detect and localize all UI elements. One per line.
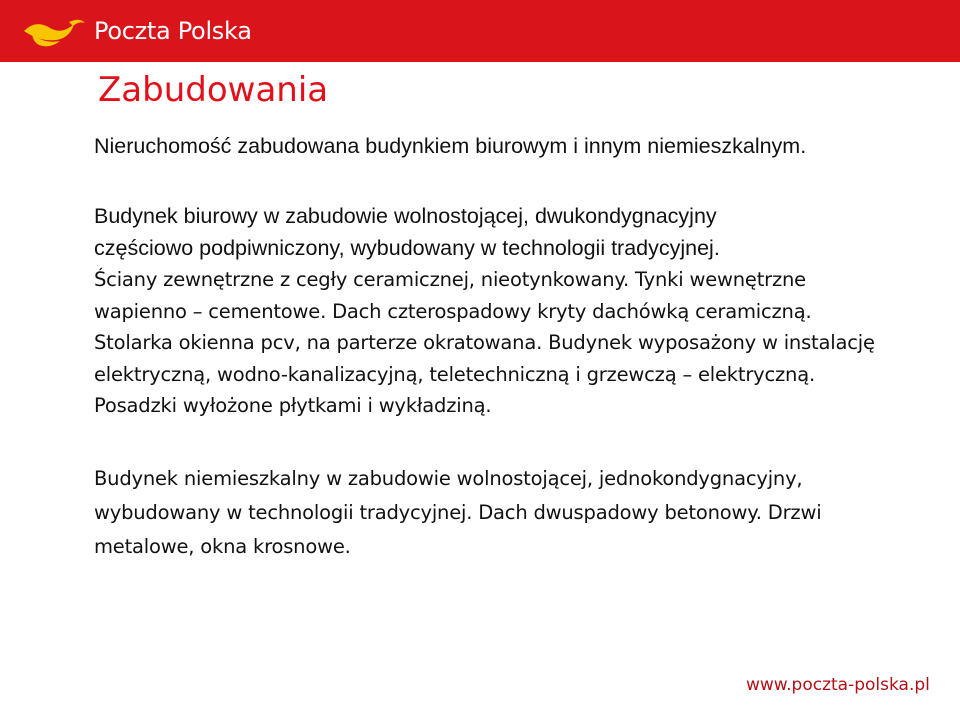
page-title: Zabudowania [98,70,329,110]
header-bar [0,0,960,62]
footer-url: www.poczta-polska.pl [746,675,930,695]
brand-name: Poczta Polska [94,17,252,45]
paragraph-office-building [94,201,894,422]
office-building-line-2: częściowo podpiwniczony, wybudowany w technologii tradycyjnej. [94,235,720,260]
office-building-line-1: Budynek biurowy w zabudowie wolnostojącej, dwukondygnacyjny [94,204,717,228]
paragraph-non-residential-building: Budynek niemieszkalny w zabudowie wolnostojącej, jednokondygnacyjny, wybudowany w technologii tradycyjnej. Dach dwuspadowy betonowy. Drzwi metalowe, okna krosnowe. [94,467,822,558]
post-horn-logo-icon [22,11,88,49]
office-building-details: Ściany zewnętrzne z cegły ceramicznej, nieotynkowany. Tynki wewnętrzne wapienno – cementowe. Dach czterospadowy kryty dachówką ceramiczną. Stolarka okienna pcv, na parterze okratowana. Budynek wyposażony w instalację elektryczną, wodno-kanalizacyjną, teletechniczną i grzewczą – elektryczną. Posadzki wyłożone płytkami i wykładziną. [94,268,875,417]
paragraph-intro: Nieruchomość zabudowana budynkiem biurowym i innym niemieszkalnym. [94,134,807,158]
